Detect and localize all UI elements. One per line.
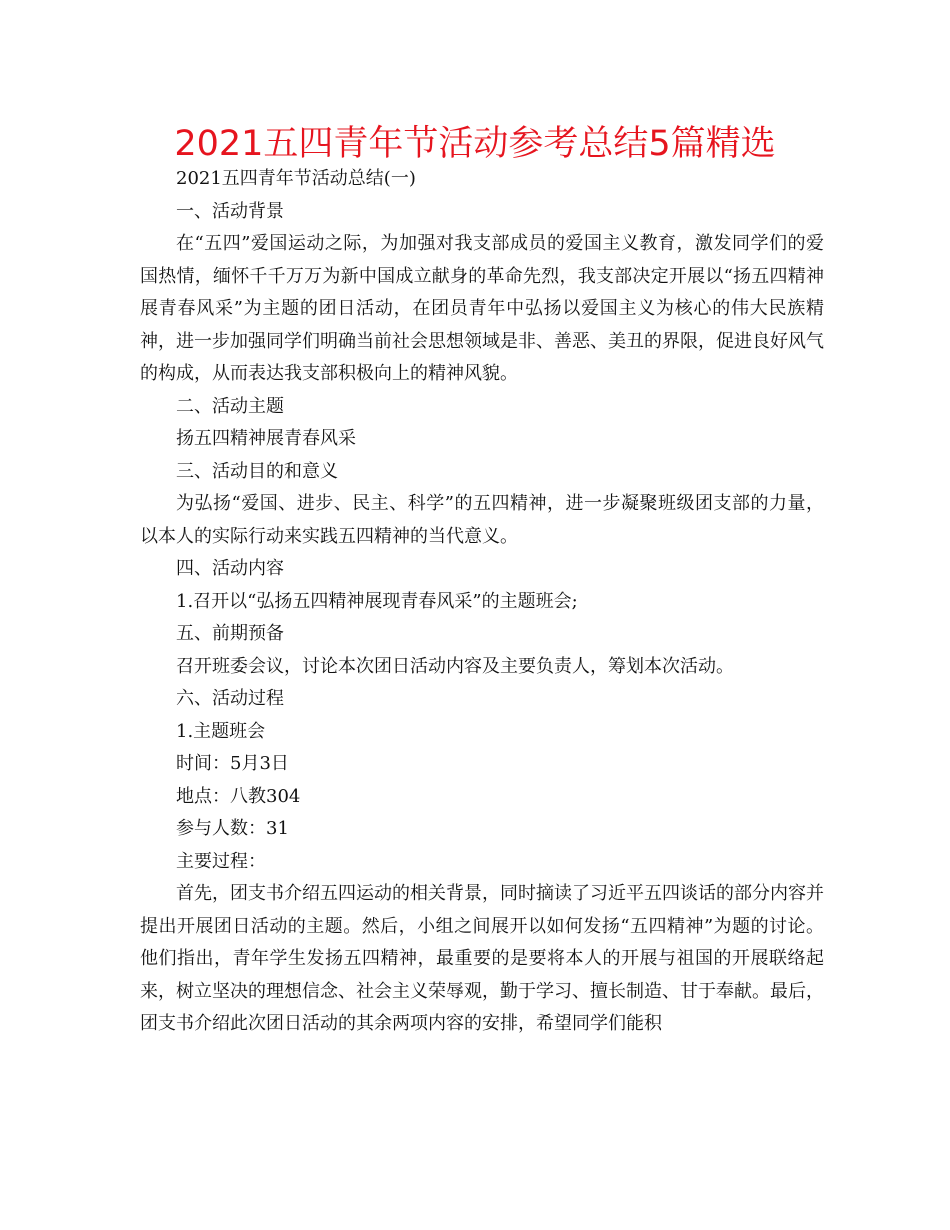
section-heading: 一、活动背景 — [176, 200, 284, 222]
section-heading: 五、前期预备 — [176, 623, 284, 644]
text-line: 扬五四精神展青春风采 — [176, 428, 356, 449]
section-heading: 二、活动主题 — [176, 395, 284, 417]
text-line: 主要过程： — [176, 850, 266, 872]
text-line: 2021五四青年节活动总结(一) — [176, 168, 416, 189]
paragraph: 首先，团支书介绍五四运动的相关背景，同时摘读了习近平五四谈话的部分内容并提出开展团日活动的主题。然后，小组之间展开以如何发扬“五四精神”为题的讨论。他们指出，青年学生发扬五四精神，最重要的是要将本人的开展与祖国的开展联络起来，树立坚决的理想信念、社会主义荣辱观，勤于学习、擅长制造、甘于奉献。最后，团支书介绍此次团日活动的其余两项内容的安排，希望同学们能积 — [140, 883, 824, 1034]
text-line: 1.主题班会 — [176, 720, 266, 742]
paragraph: 在“五四”爱国运动之际，为加强对我支部成员的爱国主义教育，激发同学们的爱国热情，缅怀千千万万为新中国成立献身的革命先烈，我支部决定开展以“扬五四精神展青春风采”为主题的团日活动，在团员青年中弘扬以爱国主义为核心的伟大民族精神，进一步加强同学们明确当前社会思想领域是非、善恶、美丑的界限，促进良好风气的构成，从而表达我支部积极向上的精神风貌。 — [140, 233, 824, 384]
section-heading: 三、活动目的和意义 — [176, 460, 338, 482]
section-heading: 四、活动内容 — [176, 558, 284, 579]
text-line: 召开班委会议，讨论本次团日活动内容及主要负责人，筹划本次活动。 — [176, 655, 734, 677]
paragraph: 为弘扬“爱国、进步、民主、科学”的五四精神，进一步凝聚班级团支部的力量，以本人的实际行动来实践五四精神的当代意义。 — [140, 493, 824, 547]
section-heading: 六、活动过程 — [176, 688, 284, 709]
document-body — [140, 163, 824, 1041]
document-title: 2021五四青年节活动参考总结5篇精选 — [174, 124, 776, 164]
text-line: 时间：5月3日 — [176, 753, 289, 774]
text-line: 1.召开以“弘扬五四精神展现青春风采”的主题班会; — [176, 590, 578, 612]
text-line: 地点：八教304 — [176, 785, 301, 807]
text-line: 参与人数：31 — [176, 818, 289, 839]
